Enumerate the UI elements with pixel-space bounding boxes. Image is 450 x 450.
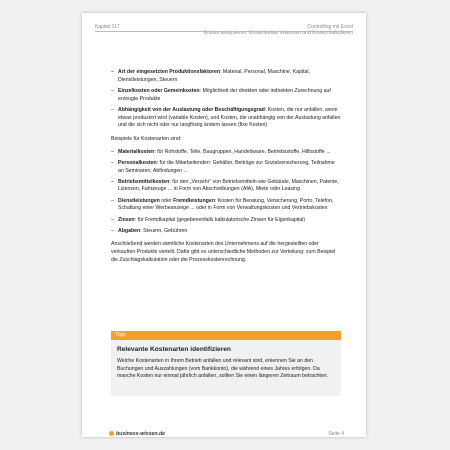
list-item-text: : für Rohstoffe, Teile, Baugruppen, Handelsware, Betriebsstoffe, Hilfsstoffe ... bbox=[154, 148, 331, 155]
list-item bbox=[111, 107, 341, 130]
list-item-text: oder bbox=[159, 197, 174, 204]
list-item-text: : Kosten für Beratung, Versicherung, Porto, Telefon, Schaltung einer Werbeanzeige ... oder in Form von Verwaltungskosten und Vertriebskosten bbox=[118, 197, 334, 212]
list-item bbox=[111, 217, 341, 225]
list-item-term: Abhängigkeit von der Auslastung oder Beschäftigungsgrad bbox=[118, 106, 265, 113]
cost-criteria-list bbox=[111, 69, 341, 130]
list-item-term: Fremdleistungen bbox=[173, 197, 215, 204]
body-paragraph: Anschließend werden sämtliche Kostenarten des Unternehmens auf die hergestellten oder verkauften Produkte verteilt. Dafür gibt es unterschiedliche Methoden zur Verteilung: zum Beispiel die Zuschlagskalkulation oder die Prozesskostenrechnung. bbox=[111, 241, 336, 263]
list-item bbox=[111, 69, 341, 84]
examples-intro: Beispiele für Kostenarten sind: bbox=[111, 135, 182, 142]
brand-logo[interactable] bbox=[109, 431, 165, 437]
logo-dot-icon bbox=[109, 431, 114, 436]
logo-text: business-wissen.de bbox=[116, 431, 166, 437]
list-item-term: Zinsen bbox=[118, 216, 135, 223]
list-item bbox=[111, 198, 341, 213]
list-item-term: Einzelkosten oder Gemeinkosten bbox=[118, 87, 200, 94]
main-content bbox=[111, 69, 341, 265]
list-item bbox=[111, 160, 341, 175]
list-item bbox=[111, 88, 341, 103]
list-item-text: : Kosten, die nur anfallen, wenn etwas produziert wird (variable Kosten), und Kosten, die unabhängig von der Auslastung anfallen und die sich nicht oder nur langfristig ändern lassen (fixe Kosten) bbox=[118, 106, 341, 129]
header-title-line2: Kosten analysieren, Kostentreiber erkennen und Kosten kalkulieren bbox=[203, 30, 353, 36]
list-item bbox=[111, 179, 341, 194]
list-item-term: Dienstleistungen bbox=[118, 197, 160, 204]
list-item-text: : für Fremdkapital (gegebenenfalls kalkulatorische Zinsen für Eigenkapital) bbox=[134, 216, 306, 223]
header-divider bbox=[95, 31, 353, 32]
tip-title: Relevante Kostenarten identifizieren bbox=[117, 346, 231, 353]
list-item-term: Materialkosten bbox=[118, 148, 155, 155]
list-item-term: Abgaben bbox=[118, 227, 141, 234]
list-item-text: : für die Mitarbeitenden: Gehälter, Beiträge zur Sozialversicherung, Teilnahme an Seminaren, Abfindungen ... bbox=[118, 159, 335, 174]
list-item-text: : Möglichkeit der direkten oder indirekten Zurechnung auf erzeugte Produkte bbox=[118, 87, 331, 102]
list-item-term: Betriebsmittelkosten bbox=[118, 178, 170, 185]
tip-box bbox=[111, 331, 341, 396]
header-title bbox=[204, 24, 353, 36]
list-item-text: : Steuern, Gebühren bbox=[140, 227, 188, 234]
tip-label: Tipp bbox=[111, 331, 341, 340]
tip-text: Welche Kostenarten in Ihrem Betrieb anfallen und relevant sind, erkennen Sie an den Buchungen und Auszahlungen (vom Bankkonto), die während eines Jahres erfolgen. Da manche Kosten nur einmal jährlich anfallen, sollten Sie einen längeren Zeitraum betrachten. bbox=[117, 358, 329, 380]
document-page bbox=[82, 13, 366, 437]
list-item-text: : für den „Verzehr“ von Betriebsmitteln wie Gebäude, Maschinen, Patente, Lizenzen, Fahrzeuge ... in Form von Abschreibungen (AfA), Miete oder Leasing bbox=[118, 178, 339, 193]
header-chapter: Kapitel 117 bbox=[95, 24, 120, 30]
list-item-text: : Material, Personal, Maschine, Kapital, Dienstleistungen, Steuern bbox=[118, 69, 311, 83]
list-item bbox=[111, 228, 341, 236]
list-item-term: Art der eingesetzten Produktionsfaktoren bbox=[118, 69, 221, 75]
header-title-line1: Controlling mit Excel bbox=[307, 24, 353, 30]
list-item-term: Personalkosten bbox=[118, 159, 157, 166]
page-number: Seite 4 bbox=[328, 431, 344, 437]
cost-types-list bbox=[111, 149, 341, 236]
list-item bbox=[111, 149, 341, 157]
